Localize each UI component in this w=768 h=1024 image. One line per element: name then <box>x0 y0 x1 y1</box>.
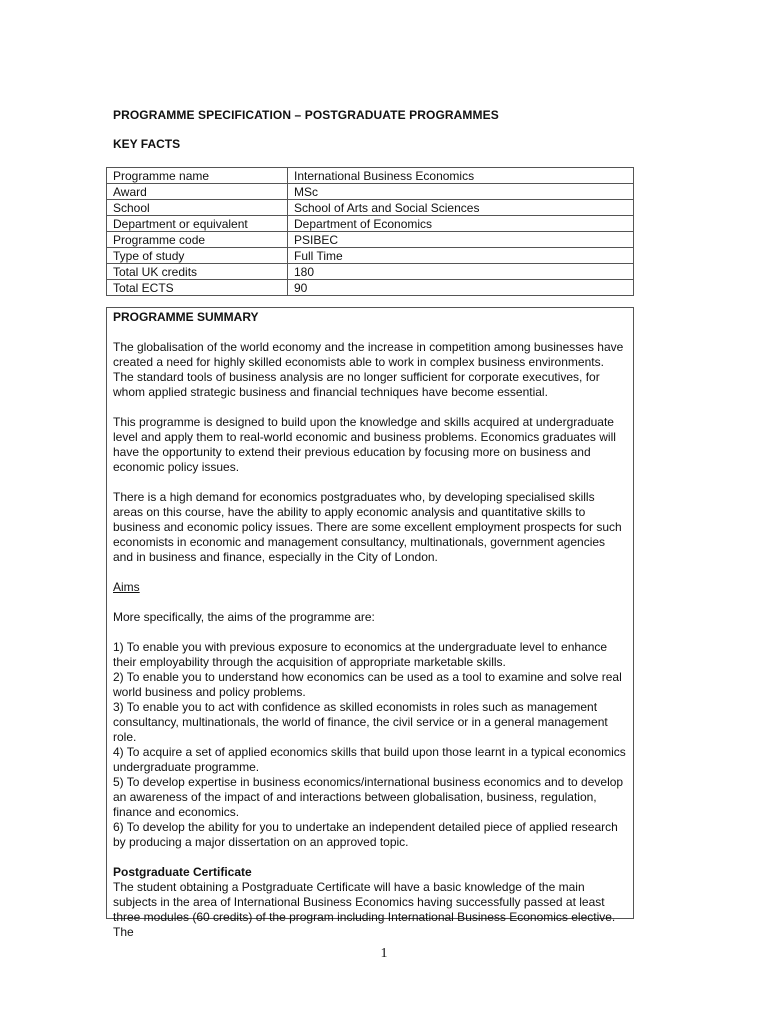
summary-paragraph: There is a high demand for economics postgraduates who, by developing specialised skills areas on this course, have the ability to apply economic analysis and quantitative skills to business and economic policy issues. There are some excellent employment prospects for such economists in economic and management consultancy, multinationals, government agencies and in business and finance, especially in the City of London. <box>113 490 622 564</box>
table-row <box>107 200 634 216</box>
aims-heading: Aims <box>113 580 140 594</box>
table-row <box>107 184 634 200</box>
summary-paragraph: This programme is designed to build upon the knowledge and skills acquired at undergraduate level and apply them to real-world economic and business problems. Economics graduates will have the opportunity to extend their previous education by focusing more on business and economic policy issues. <box>113 415 616 474</box>
aims-list <box>113 640 627 850</box>
fact-value: 90 <box>288 280 634 296</box>
summary-paragraph: The globalisation of the world economy and the increase in competition among businesses have created a need for highly skilled economists able to work in complex business environments. The standard tools of business analysis are no longer sufficient for corporate executives, for whom applied strategic business and financial techniques have become essential. <box>113 340 624 399</box>
aim-item: 4) To acquire a set of applied economics skills that build upon those learnt in a typical economics undergraduate programme. <box>113 745 626 774</box>
key-facts-table <box>106 167 634 296</box>
fact-label: Total UK credits <box>107 264 288 280</box>
fact-label: Programme name <box>107 168 288 184</box>
fact-label: Department or equivalent <box>107 216 288 232</box>
table-row <box>107 248 634 264</box>
fact-value: PSIBEC <box>288 232 634 248</box>
fact-label: Total ECTS <box>107 280 288 296</box>
table-row <box>107 168 634 184</box>
fact-value: Department of Economics <box>288 216 634 232</box>
table-row <box>107 264 634 280</box>
fact-value: Full Time <box>288 248 634 264</box>
document-title: PROGRAMME SPECIFICATION – POSTGRADUATE PROGRAMMES <box>113 108 499 122</box>
fact-label: Type of study <box>107 248 288 264</box>
certificate-heading: Postgraduate Certificate <box>113 865 252 879</box>
aim-item: 3) To enable you to act with confidence as skilled economists in roles such as management consultancy, multinationals, the world of finance, the civil service or in a general management role. <box>113 700 608 744</box>
aim-item: 2) To enable you to understand how economics can be used as a tool to examine and solve real world business and policy problems. <box>113 670 622 699</box>
page-number: 1 <box>380 946 388 961</box>
table-row <box>107 280 634 296</box>
aim-item: 5) To develop expertise in business economics/international business economics and to develop an awareness of the impact of and interactions between globalisation, business, regulation, finance and economics. <box>113 775 624 819</box>
fact-label: Award <box>107 184 288 200</box>
summary-heading: PROGRAMME SUMMARY <box>113 310 259 324</box>
fact-label: School <box>107 200 288 216</box>
fact-label: Programme code <box>107 232 288 248</box>
key-facts-heading: KEY FACTS <box>113 137 181 151</box>
fact-value: International Business Economics <box>288 168 634 184</box>
programme-summary-box <box>106 307 634 939</box>
aim-item: 1) To enable you with previous exposure to economics at the undergraduate level to enhance their employability through the acquisition of appropriate marketable skills. <box>113 640 608 669</box>
aims-intro: More specifically, the aims of the programme are: <box>113 610 375 624</box>
table-row <box>107 232 634 248</box>
fact-value: School of Arts and Social Sciences <box>288 200 634 216</box>
certificate-text: The student obtaining a Postgraduate Certificate will have a basic knowledge of the main subjects in the area of International Business Economics having successfully passed at least three modules (60 credits) of the program including International Business Economics elective. The <box>113 880 616 939</box>
fact-value: 180 <box>288 264 634 280</box>
fact-value: MSc <box>288 184 634 200</box>
table-row <box>107 216 634 232</box>
aim-item: 6) To develop the ability for you to undertake an independent detailed piece of applied research by producing a major dissertation on an approved topic. <box>113 820 618 849</box>
